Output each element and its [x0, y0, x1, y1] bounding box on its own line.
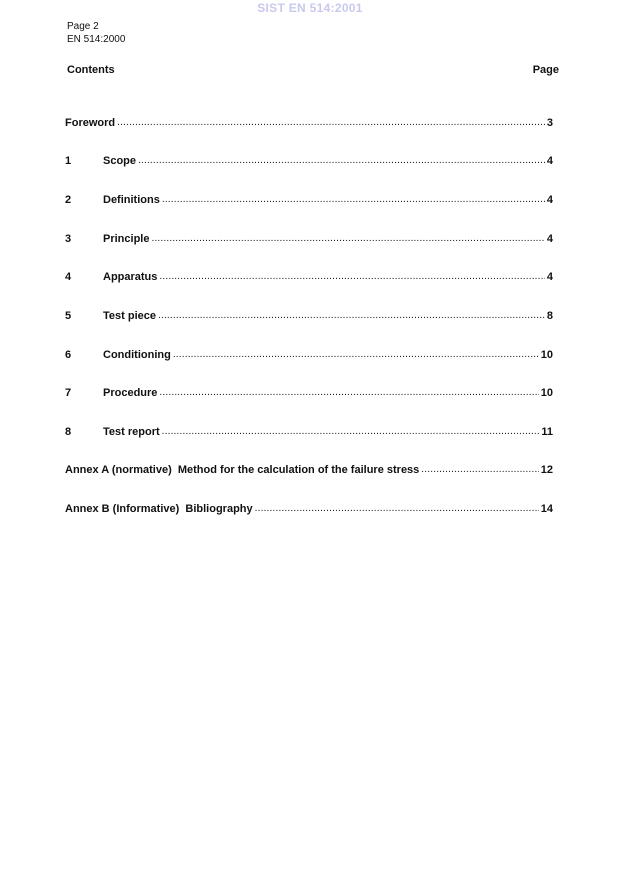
toc-entry-title: Principle [103, 233, 150, 245]
contents-heading: Contents [67, 64, 115, 76]
toc-entry-number: 4 [65, 271, 72, 283]
dot-leader [158, 309, 545, 323]
dot-leader [151, 232, 544, 246]
toc-entry-page: 14 [540, 503, 553, 515]
toc-entry-title: Foreword [65, 117, 116, 129]
toc-entry-title: Apparatus [103, 271, 158, 283]
watermark: SIST EN 514:2001 [257, 1, 363, 15]
toc-entry-title: Test report [103, 426, 160, 438]
dot-leader [255, 502, 539, 516]
toc-entry-title: Conditioning [103, 349, 171, 361]
page-number: Page 2 [67, 21, 99, 32]
toc-entry-number: 8 [65, 426, 72, 438]
toc-entry-page: 4 [546, 155, 553, 167]
toc-entry-number: 1 [65, 155, 72, 167]
toc-entry[interactable] [65, 270, 553, 284]
toc-entry[interactable] [65, 116, 553, 130]
toc-entry[interactable] [65, 348, 553, 362]
toc-entry[interactable] [65, 309, 553, 323]
toc-entry-number: 5 [65, 310, 72, 322]
page-column-heading: Page [532, 64, 559, 76]
toc-entry-page: 4 [546, 194, 553, 206]
toc-entry[interactable] [65, 154, 553, 168]
dot-leader [159, 270, 544, 284]
toc-entry[interactable] [65, 193, 553, 207]
dot-leader [173, 348, 539, 362]
toc-entry-page: 12 [540, 464, 553, 476]
standard-id: EN 514:2000 [67, 34, 126, 45]
toc-entry-page: 10 [540, 349, 553, 361]
toc-entry-title: Annex A (normative) Method for the calculation of the failure stress [65, 464, 420, 476]
toc-entry-number: 2 [65, 194, 72, 206]
toc-entry[interactable] [65, 232, 553, 246]
dot-leader [159, 386, 538, 400]
toc-entry[interactable] [65, 386, 553, 400]
dot-leader [421, 463, 538, 477]
toc-entry-title: Scope [103, 155, 137, 167]
toc-entry[interactable] [65, 502, 553, 516]
dot-leader [117, 116, 545, 130]
toc-entry-page: 3 [546, 117, 553, 129]
toc-entry-title: Annex B (Informative) Bibliography [65, 503, 253, 515]
toc-entry-title: Definitions [103, 194, 160, 206]
toc-entry-number: 7 [65, 387, 72, 399]
dot-leader [138, 154, 545, 168]
toc-entry-number: 3 [65, 233, 72, 245]
toc-entry-page: 4 [546, 233, 553, 245]
toc-entry-title: Procedure [103, 387, 158, 399]
toc-entry-page: 11 [541, 426, 553, 438]
toc-entry-title: Test piece [103, 310, 156, 322]
toc-entry-page: 4 [546, 271, 553, 283]
dot-leader [162, 425, 540, 439]
toc-entry-page: 10 [540, 387, 553, 399]
dot-leader [162, 193, 545, 207]
toc-entry-number: 6 [65, 349, 72, 361]
toc-entry[interactable] [65, 463, 553, 477]
toc-entry-page: 8 [546, 310, 553, 322]
toc-entry[interactable] [65, 425, 553, 439]
